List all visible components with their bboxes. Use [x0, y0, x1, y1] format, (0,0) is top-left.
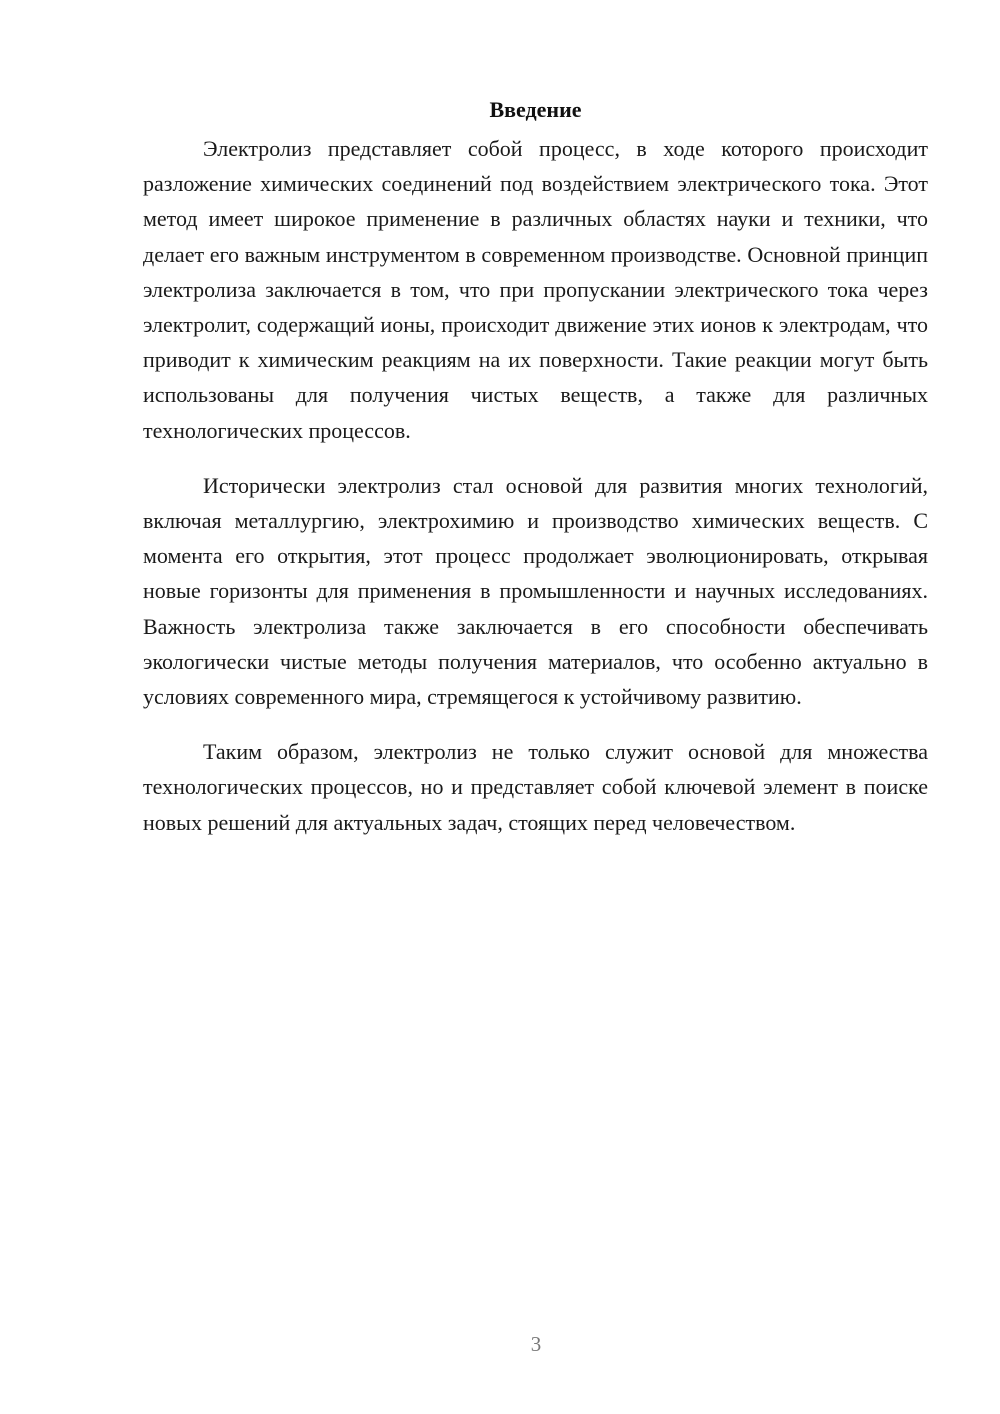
page-number: 3: [530, 1332, 542, 1356]
paragraph-2: Исторически электролиз стал основой для развития многих технологий, включая металлургию, электрохимию и производство химических веществ. С момента его открытия, этот процесс продолжает эволюционировать, открывая новые горизонты для применения в промышленности и научных исследованиях. Важность электролиза также заключается в его способности обеспечивать экологически чистые методы получения материалов, что особенно актуально в условиях современного мира, стремящегося к устойчивому развитию.: [143, 472, 928, 710]
paragraph-3: Таким образом, электролиз не только служит основой для множества технологических процессов, но и представляет собой ключевой элемент в поиске новых решений для актуальных задач, стоящих перед человечеством.: [143, 739, 928, 835]
page-title: Введение: [489, 97, 582, 122]
paragraph-1: Электролиз представляет собой процесс, в ходе которого происходит разложение химических соединений под воздействием электрического тока. Этот метод имеет широкое применение в различных областях науки и техники, что делает его важным инструментом в современном производстве. Основной принцип электролиза заключается в том, что при пропускании электрического тока через электролит, содержащий ионы, происходит движение этих ионов к электродам, что приводит к химическим реакциям на их поверхности. Такие реакции могут быть использованы для получения чистых веществ, а также для различных технологических процессов.: [143, 136, 928, 443]
page-content: [143, 92, 928, 860]
